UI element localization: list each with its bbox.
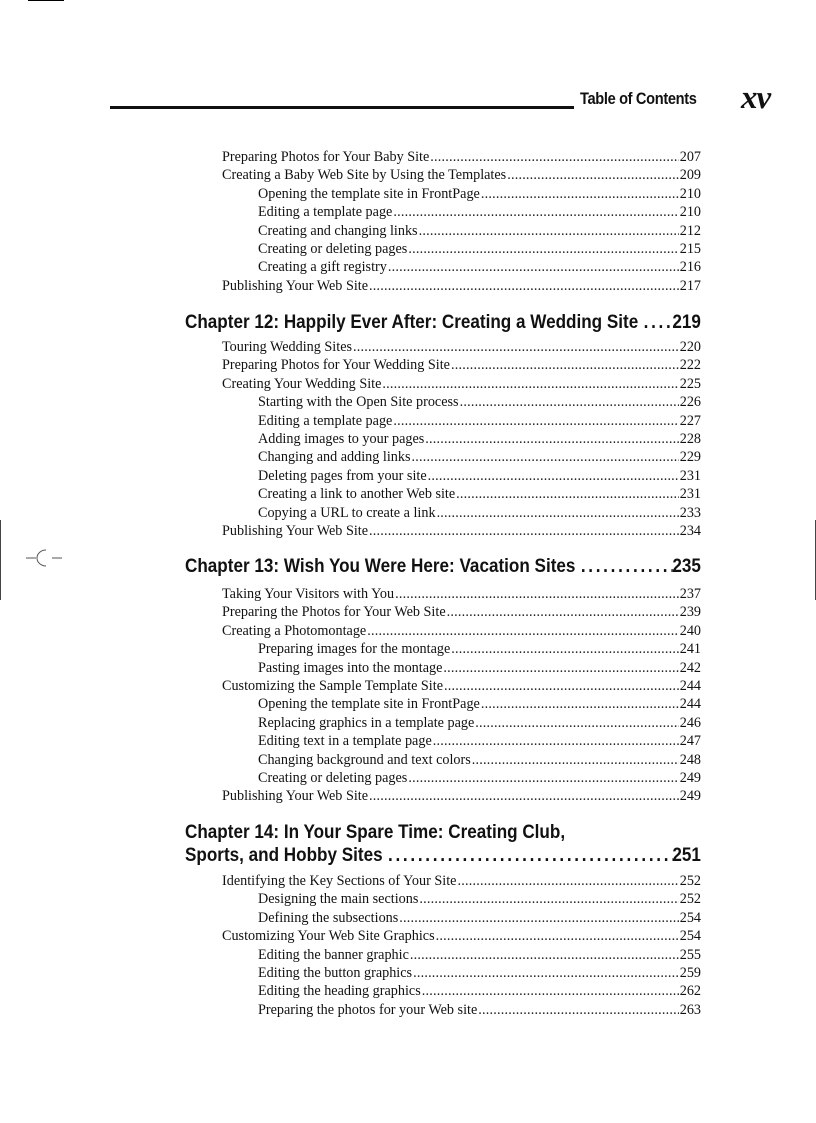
- chapter-title: Chapter 12: Happily Ever After: Creating a Wedding Site: [185, 312, 639, 333]
- leader-dots: [475, 714, 678, 732]
- leader-dots: [369, 277, 679, 295]
- leader-dots: [425, 430, 678, 448]
- entry-title: Touring Wedding Sites: [222, 339, 353, 355]
- leader-dots: [410, 946, 679, 964]
- entry-page-number: 210: [679, 185, 701, 202]
- chapter-heading-row: [185, 312, 701, 334]
- entry-title: Changing and adding links: [258, 449, 411, 466]
- entry-title: Customizing Your Web Site Graphics: [222, 928, 435, 945]
- toc-entry: [222, 277, 701, 295]
- entry-page-number: 262: [679, 983, 701, 1000]
- entry-page-number: 249: [679, 770, 701, 786]
- header-rule: [110, 106, 574, 109]
- toc-entry: [222, 677, 701, 695]
- running-header-title: Table of Contents: [580, 89, 697, 108]
- toc-entry: [222, 375, 701, 393]
- leader-dots: [433, 732, 679, 750]
- leader-dots: [444, 677, 679, 695]
- toc-entry: [222, 166, 701, 184]
- entry-title: Creating a Photomontage: [222, 622, 367, 639]
- chapter-page-number: 251: [672, 845, 701, 866]
- entry-page-number: 246: [679, 714, 701, 731]
- toc-subentry: [258, 412, 701, 430]
- entry-page-number: 226: [679, 394, 701, 411]
- entry-title: Pasting images into the montage: [258, 659, 443, 676]
- entry-title: Identifying the Key Sections of Your Site: [222, 873, 457, 889]
- entry-page-number: 217: [679, 277, 701, 294]
- chapter-title-line: Chapter 14: In Your Spare Time: Creating Club,: [185, 822, 566, 843]
- leader-dots: [419, 222, 679, 240]
- entry-title: Creating and changing links: [258, 222, 418, 239]
- entry-page-number: 216: [679, 259, 701, 276]
- entry-title: Editing a template page: [258, 204, 393, 221]
- entry-page-number: 244: [679, 678, 701, 694]
- entry-title: Editing a template page: [258, 412, 393, 429]
- toc-subentry: [258, 964, 701, 982]
- leader-dots: [367, 622, 679, 640]
- entry-title: Publishing Your Web Site: [222, 277, 369, 294]
- entry-page-number: 228: [679, 431, 701, 447]
- toc-entry: [222, 872, 701, 890]
- toc-subentry: [258, 430, 701, 448]
- leader-dots: [481, 695, 679, 713]
- entry-title: Customizing the Sample Template Site: [222, 678, 443, 694]
- toc-entry: [222, 338, 701, 356]
- entry-title: Creating a Baby Web Site by Using the Templates: [222, 167, 507, 184]
- entry-title: Creating a gift registry: [258, 259, 387, 276]
- toc-subentry: [258, 909, 701, 927]
- leader-dots: [393, 412, 678, 430]
- entry-page-number: 247: [679, 733, 701, 750]
- toc-subentry: [258, 946, 701, 964]
- toc-subentry: [258, 203, 701, 221]
- entry-page-number: 231: [679, 486, 701, 503]
- toc-subentry: [258, 659, 701, 677]
- entry-page-number: 240: [679, 622, 701, 639]
- leader-dots: [419, 890, 678, 908]
- toc-subentry: [258, 485, 701, 503]
- entry-title: Changing background and text colors: [258, 751, 471, 768]
- toc-subentry: [258, 467, 701, 485]
- entry-page-number: 237: [679, 586, 701, 602]
- entry-title: Opening the template site in FrontPage: [258, 185, 480, 202]
- crop-mark-left: [0, 520, 1, 600]
- entry-title: Adding images to your pages: [258, 431, 425, 447]
- entry-page-number: 227: [679, 412, 701, 429]
- toc-subentry: [258, 769, 701, 787]
- entry-title: Creating or deleting pages: [258, 770, 408, 786]
- entry-title: Preparing Photos for Your Baby Site: [222, 149, 430, 165]
- toc-subentry: [258, 448, 701, 466]
- leader-dots: [443, 659, 678, 677]
- entry-page-number: 229: [679, 449, 701, 466]
- chapter-title: Sports, and Hobby Sites: [185, 845, 383, 866]
- entry-title: Editing the button graphics: [258, 965, 413, 981]
- toc-subentry: [258, 222, 701, 240]
- entry-page-number: 249: [679, 788, 701, 805]
- leader-dots: [430, 148, 678, 166]
- chapter-title: Chapter 13: Wish You Were Here: Vacation Sites: [185, 556, 576, 577]
- entry-page-number: 252: [679, 873, 701, 889]
- chapter-heading-row: [185, 845, 701, 867]
- toc-subentry: [258, 890, 701, 908]
- toc-subentry: [258, 504, 701, 522]
- chapter-page-number: 219: [672, 312, 701, 333]
- toc-entry: [222, 356, 701, 374]
- entry-title: Publishing Your Web Site: [222, 788, 369, 805]
- toc-subentry: [258, 185, 701, 203]
- entry-title: Defining the subsections: [258, 909, 399, 926]
- leader-dots: [472, 751, 679, 769]
- entry-title: Creating or deleting pages: [258, 241, 408, 257]
- entry-title: Starting with the Open Site process: [258, 394, 459, 411]
- leader-dots: [460, 393, 679, 411]
- chapter-heading-row: [185, 556, 701, 578]
- entry-page-number: 210: [679, 204, 701, 221]
- entry-page-number: 241: [679, 641, 701, 658]
- entry-page-number: 244: [679, 696, 701, 713]
- entry-page-number: 220: [679, 339, 701, 355]
- toc-entry: [222, 622, 701, 640]
- page-number: xv: [741, 80, 771, 116]
- entry-page-number: 209: [679, 167, 701, 184]
- entry-page-number: 225: [679, 375, 701, 392]
- toc-subentry: [258, 714, 701, 732]
- entry-page-number: 263: [679, 1001, 701, 1018]
- entry-title: Editing the heading graphics: [258, 983, 421, 1000]
- toc-entry: [222, 522, 701, 540]
- registration-mark-icon: [22, 546, 66, 570]
- leader-dots: [369, 787, 679, 805]
- toc-entry: [222, 603, 701, 621]
- entry-page-number: 234: [679, 523, 701, 539]
- chapter-heading: [185, 556, 701, 578]
- toc-subentry: [258, 240, 701, 258]
- entry-title: Deleting pages from your site: [258, 467, 427, 484]
- leader-dots: [422, 982, 679, 1000]
- toc-subentry: [258, 695, 701, 713]
- toc-subentry: [258, 258, 701, 276]
- entry-title: Copying a URL to create a link: [258, 504, 436, 521]
- leader-dots: [638, 312, 672, 334]
- leader-dots: [436, 927, 679, 945]
- entry-page-number: 254: [679, 928, 701, 945]
- entry-page-number: 255: [679, 946, 701, 963]
- toc-subentry: [258, 751, 701, 769]
- leader-dots: [456, 485, 679, 503]
- toc-entry: [222, 585, 701, 603]
- leader-dots: [451, 640, 678, 658]
- entry-title: Preparing the photos for your Web site: [258, 1001, 478, 1018]
- entry-page-number: 248: [679, 751, 701, 768]
- entry-page-number: 233: [679, 504, 701, 521]
- entry-title: Designing the main sections: [258, 891, 419, 908]
- entry-title: Creating a link to another Web site: [258, 486, 456, 503]
- leader-dots: [447, 603, 679, 621]
- entry-page-number: 239: [679, 604, 701, 621]
- entry-title: Editing text in a template page: [258, 733, 432, 750]
- toc-entry: [222, 148, 701, 166]
- leader-dots: [412, 448, 679, 466]
- toc-subentry: [258, 982, 701, 1000]
- entry-title: Opening the template site in FrontPage: [258, 696, 480, 713]
- leader-dots: [437, 504, 679, 522]
- entry-page-number: 207: [679, 149, 701, 165]
- chapter-heading: [185, 845, 701, 867]
- entry-page-number: 259: [679, 965, 701, 981]
- entry-page-number: 252: [679, 891, 701, 908]
- chapter-page-number: 235: [672, 556, 701, 577]
- leader-dots: [369, 522, 679, 540]
- entry-page-number: 254: [679, 909, 701, 926]
- entry-title: Publishing Your Web Site: [222, 523, 369, 539]
- entry-title: Preparing Photos for Your Wedding Site: [222, 357, 450, 374]
- toc-entry: [222, 927, 701, 945]
- toc-subentry: [258, 393, 701, 411]
- chapter-heading: [185, 312, 701, 334]
- entry-title: Taking Your Visitors with You: [222, 586, 395, 602]
- entry-title: Creating Your Wedding Site: [222, 375, 382, 392]
- entry-title: Replacing graphics in a template page: [258, 714, 475, 731]
- leader-dots: [383, 845, 673, 867]
- entry-page-number: 215: [679, 241, 701, 257]
- entry-page-number: 222: [679, 357, 701, 374]
- leader-dots: [507, 166, 679, 184]
- leader-dots: [575, 556, 672, 578]
- leader-dots: [382, 375, 678, 393]
- toc-subentry: [258, 640, 701, 658]
- toc-subentry: [258, 1001, 701, 1019]
- leader-dots: [399, 909, 678, 927]
- leader-dots: [428, 467, 679, 485]
- leader-dots: [388, 258, 679, 276]
- entry-page-number: 242: [679, 659, 701, 676]
- leader-dots: [481, 185, 679, 203]
- leader-dots: [408, 769, 678, 787]
- entry-page-number: 231: [679, 467, 701, 484]
- entry-title: Preparing the Photos for Your Web Site: [222, 604, 446, 621]
- entry-title: Editing the banner graphic: [258, 946, 409, 963]
- toc-entry: [222, 787, 701, 805]
- leader-dots: [478, 1001, 678, 1019]
- leader-dots: [457, 872, 678, 890]
- leader-dots: [353, 338, 679, 356]
- crop-mark-top: [28, 0, 64, 1]
- leader-dots: [451, 356, 679, 374]
- entry-page-number: 212: [679, 222, 701, 239]
- leader-dots: [393, 203, 678, 221]
- leader-dots: [408, 240, 678, 258]
- leader-dots: [395, 585, 679, 603]
- leader-dots: [413, 964, 679, 982]
- toc-subentry: [258, 732, 701, 750]
- entry-title: Preparing images for the montage: [258, 641, 451, 658]
